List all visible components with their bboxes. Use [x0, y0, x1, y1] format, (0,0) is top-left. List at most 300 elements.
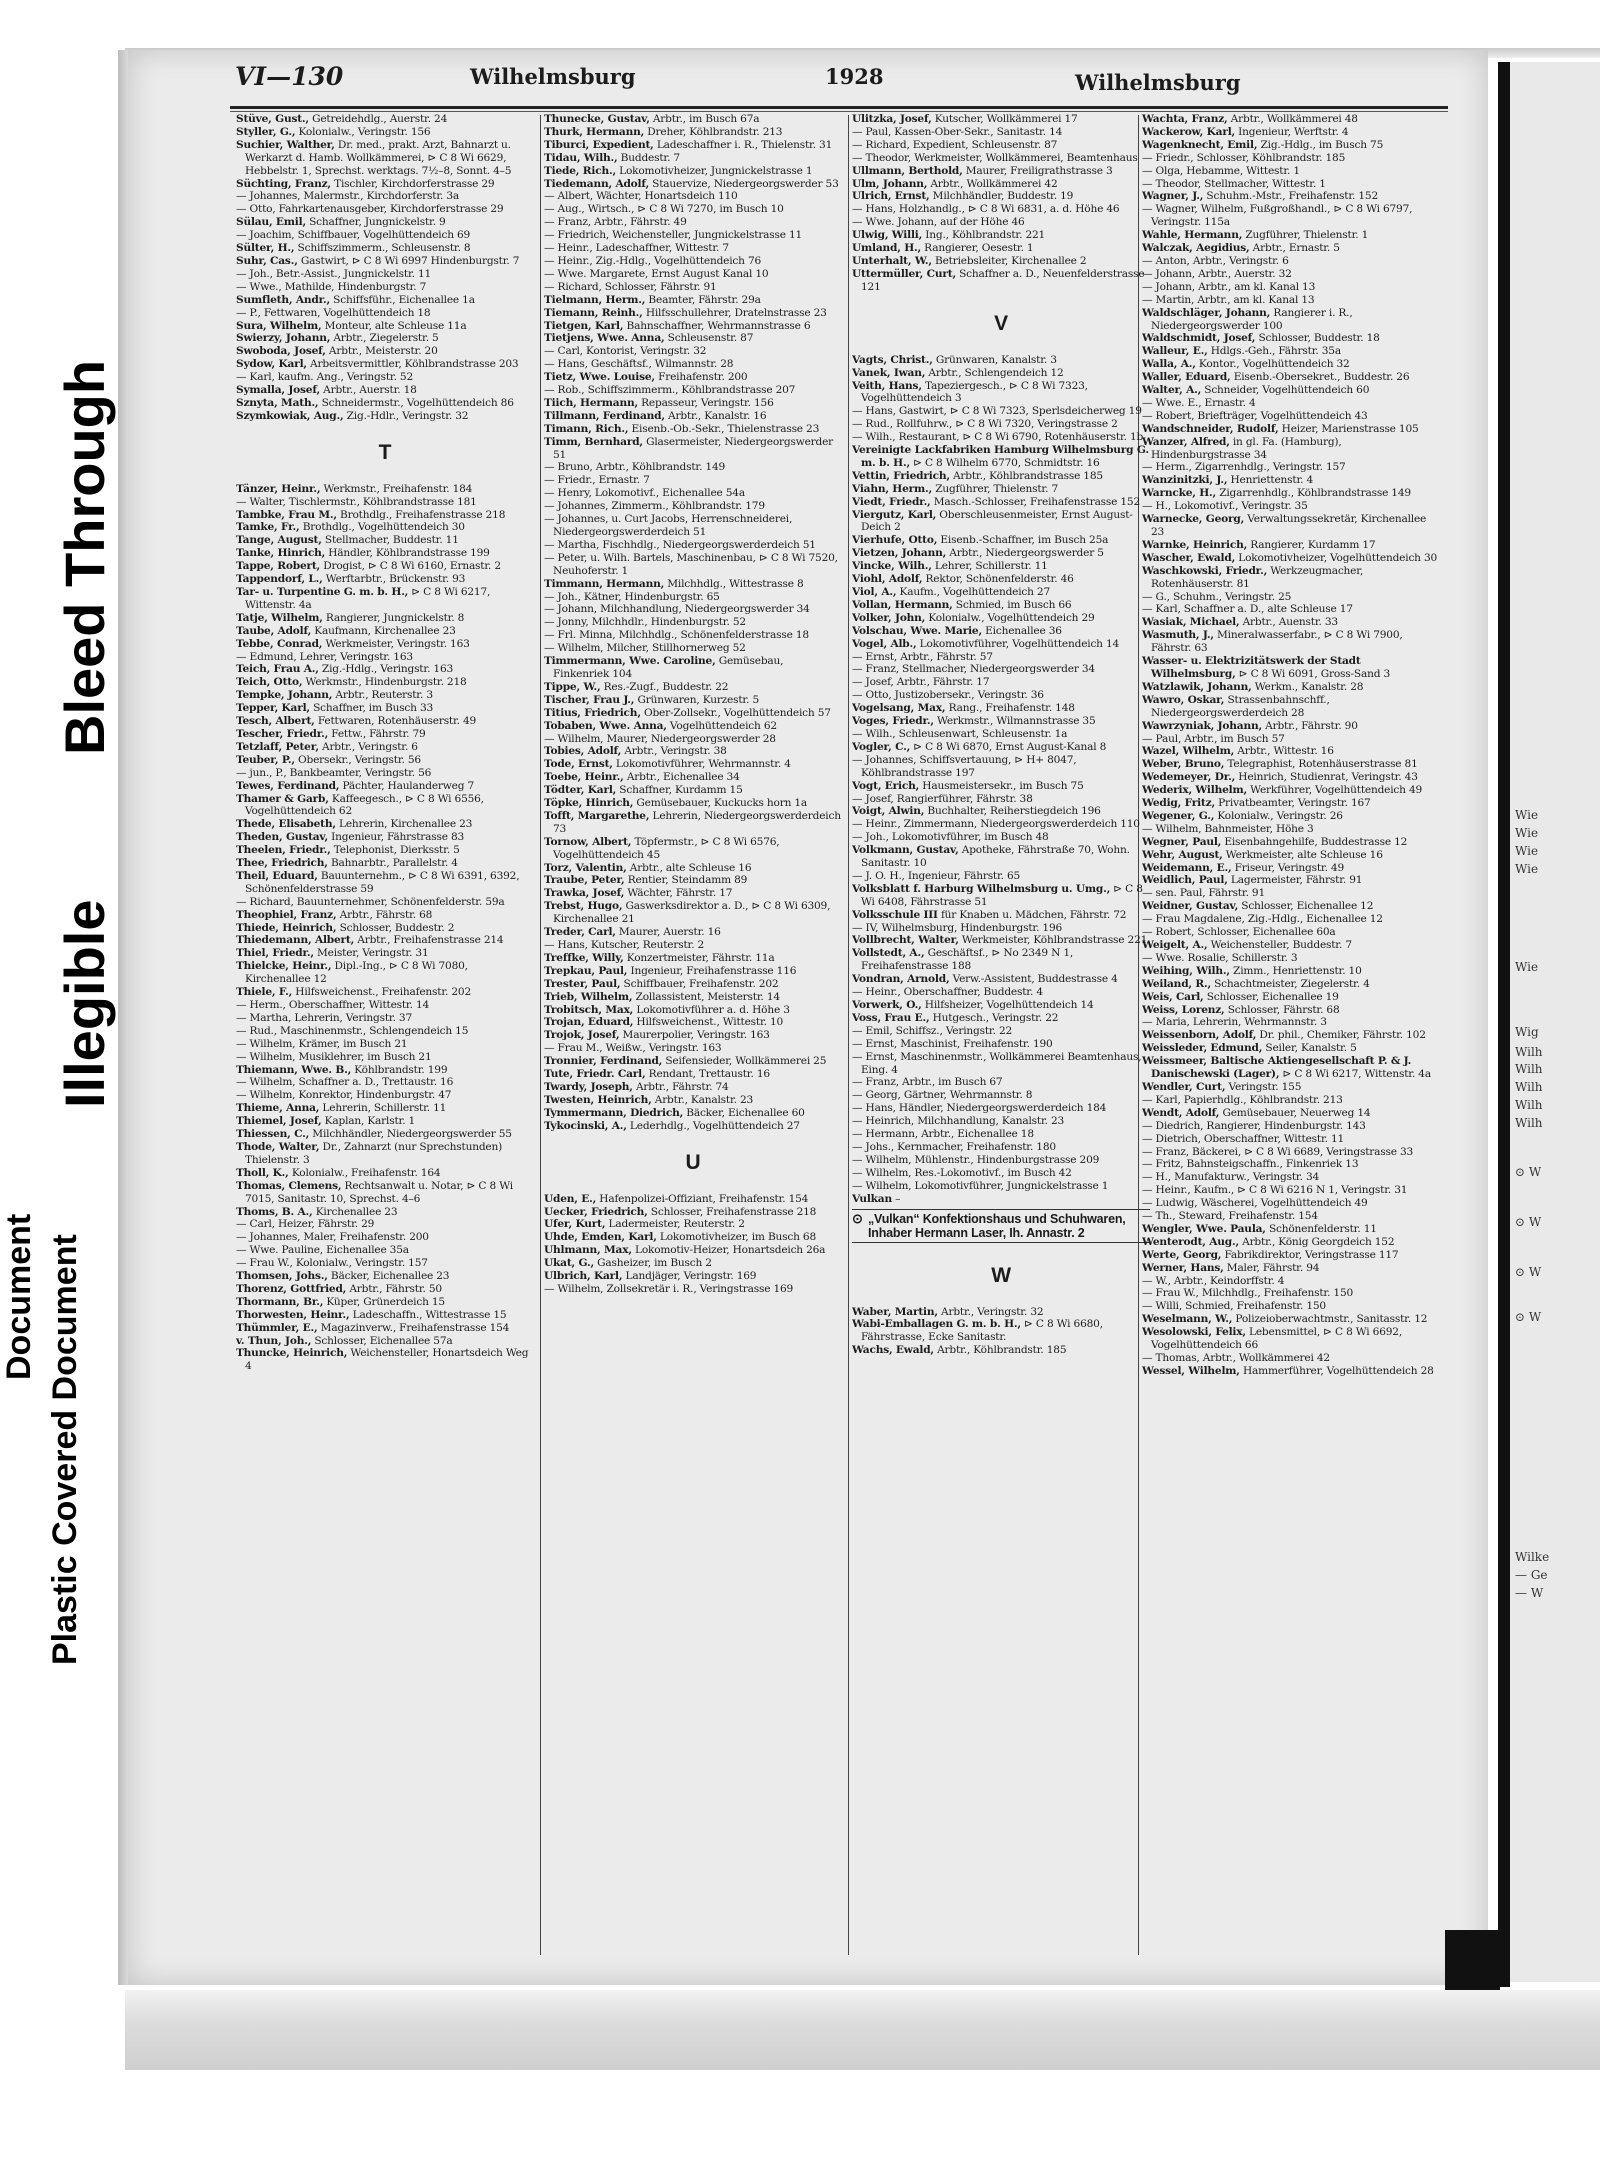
directory-entry: [236, 922, 534, 935]
entry-details: Rangierer, Jungnickelstr. 8: [322, 611, 465, 624]
entry-details: Ing., Köhlbrandstr. 221: [922, 229, 1046, 242]
directory-entry: [544, 952, 842, 965]
directory-entry: [236, 986, 534, 999]
directory-entry: [1142, 1004, 1440, 1017]
directory-entry: [1142, 1326, 1440, 1352]
entry-name: Volksblatt f. Harburg Wilhelmsburg u. Umg.,: [852, 882, 1111, 895]
entry-name: Toebe, Heinr.,: [544, 771, 624, 784]
directory-entry: [544, 1094, 842, 1107]
section-letter: T: [378, 440, 392, 464]
entry-name: Weissenborn, Adolf,: [1142, 1029, 1257, 1042]
entry-name: Vogel, Alb.,: [852, 637, 917, 650]
entry-details: Arbtr., Wollkämmerei 48: [1227, 113, 1358, 125]
entry-name: Vogt, Erich,: [852, 779, 920, 792]
directory-entry: [544, 487, 842, 500]
entry-details: — Hans, Holzhandlg., ⊳ C 8 Wi 6831, a. d. Höhe 46: [852, 203, 1120, 216]
directory-entry: [1142, 720, 1440, 733]
entry-details: Bahnarbtr., Parallelstr. 4: [327, 857, 458, 870]
entry-name: Suchier, Walther,: [236, 138, 335, 151]
entry-name: Tobies, Adolf,: [544, 745, 622, 758]
entry-details: — Franz, Stellmacher, Niedergeorgswerder 34: [852, 663, 1095, 676]
entry-details: — Frau M., Weißw., Veringstr. 163: [544, 1042, 722, 1055]
entry-name: Wasiak, Michael,: [1142, 616, 1240, 629]
directory-entry: [852, 715, 1150, 728]
entry-name: Thomsen, Johs.,: [236, 1270, 328, 1283]
entry-details: — Johann, Arbtr., Auerstr. 32: [1142, 267, 1292, 280]
directory-entry: [544, 887, 842, 900]
directory-entry: [544, 642, 842, 655]
directory-entry: [544, 1193, 842, 1206]
directory-entry: [852, 728, 1150, 741]
entry-details: — Joh., Lokomotivführer, im Busch 48: [852, 831, 1049, 844]
entry-details: Töpfermstr., ⊳ C 8 Wi 6576, Vogelhüttendeich 45: [553, 835, 780, 861]
entry-details: in gl. Fa. (Hamburg), Hindenburgstrasse 34: [1151, 435, 1342, 461]
entry-details: Maurer, Freiligrathstrasse 3: [962, 164, 1113, 177]
directory-entry: [236, 1296, 534, 1309]
entry-details: Eisenb.-Obersekret., Buddestr. 26: [1230, 371, 1410, 384]
directory-entry: [544, 1068, 842, 1081]
entry-name: Wachta, Franz,: [1142, 113, 1228, 125]
entry-details: Händler, Köhlbrandstrasse 199: [325, 547, 490, 560]
directory-entry: [236, 1180, 534, 1206]
directory-entry: [236, 113, 534, 126]
section-letter: W: [991, 1263, 1011, 1287]
entry-details: Milchhdlg., Wittestrasse 8: [664, 577, 804, 590]
directory-entry: [544, 113, 842, 126]
directory-entry: [544, 771, 842, 784]
directory-entry: [1142, 281, 1440, 294]
directory-entry: [544, 874, 842, 887]
entry-details: — H., Manufakturw., Veringstr. 34: [1142, 1171, 1320, 1184]
entry-details: Apotheke, Fährstraße 70, Wohn. Sanitastr. 10: [861, 844, 1130, 870]
entry-details: ⊳ C 8 Wi 6217, Wittenstr. 4a: [1279, 1068, 1431, 1081]
entry-details: — Wagner, Wilhelm, Fußgroßhandl., ⊳ C 8 Wi 6797, Veringstr. 115a: [1142, 203, 1413, 229]
entry-name: Thorwesten, Heinr.,: [236, 1308, 350, 1321]
entry-details: — Josef, Rangierführer, Fährstr. 38: [852, 792, 1033, 805]
entry-details: — Henry, Lokomotivf., Eichenallee 54a: [544, 487, 745, 500]
neighbor-fragment: Wilh: [1515, 1116, 1543, 1130]
directory-entry: [544, 1218, 842, 1231]
entry-details: — Johannes, Schiffsvertauung, ⊳ H+ 8047, Köhlbrandstrasse 197: [852, 753, 1077, 779]
entry-details: — Karl, kaufm. Ang., Veringstr. 52: [236, 371, 414, 384]
entry-name: Ulbrich, Karl,: [544, 1270, 623, 1283]
entry-details: Küper, Grünerdeich 15: [323, 1295, 445, 1308]
entry-name: Viohl, Adolf,: [852, 573, 923, 586]
neighbor-fragment: Wie: [1515, 960, 1539, 974]
directory-entry: [1142, 733, 1440, 746]
directory-entry: [236, 857, 534, 870]
directory-entry: [1142, 474, 1440, 487]
entry-details: — Theodor, Stellmacher, Wittestr. 1: [1142, 177, 1326, 190]
entry-details: — Ludwig, Wäscherei, Vogelhüttendeich 49: [1142, 1197, 1368, 1210]
entry-details: — Peter, u. Wilh. Bartels, Maschinenbau, ⊳ C 8 Wi 7520, Neuhoferstr. 1: [544, 551, 838, 577]
entry-name: Voss, Frau E.,: [852, 1011, 930, 1024]
entry-details: ⊳ C 8 Wi 6870, Ernst August-Kanal 8: [910, 740, 1107, 753]
directory-entry: [852, 702, 1150, 715]
directory-entry: [544, 152, 842, 165]
directory-entry: [852, 805, 1150, 818]
entry-name: Styller, G.,: [236, 125, 296, 138]
directory-entry: [544, 358, 842, 371]
entry-details: — Maria, Lehrerin, Wehrmannstr. 3: [1142, 1016, 1327, 1029]
entry-name: Weber, Bruno,: [1142, 758, 1225, 771]
entry-name: Vollbrecht, Walter,: [852, 934, 959, 947]
entry-name: Viol, A.,: [852, 586, 897, 598]
label-plastic-covered: Plastic Covered Document: [46, 1234, 84, 1665]
entry-name: Tidau, Wilh.,: [544, 151, 618, 164]
directory-entry: [1142, 1197, 1440, 1210]
entry-name: Teich, Otto,: [236, 676, 303, 689]
directory-column-2: [544, 113, 842, 1963]
directory-entry: [236, 1347, 534, 1373]
directory-entry: [852, 509, 1150, 535]
entry-name: Wackerow, Karl,: [1142, 125, 1236, 138]
entry-details: Schlosser, Buddestr. 2: [336, 921, 455, 934]
directory-entry: [544, 578, 842, 591]
directory-entry: [544, 500, 842, 513]
directory-entry: [236, 586, 534, 612]
directory-entry: [852, 139, 1150, 152]
directory-entry: [236, 139, 534, 178]
entry-name: Tronnier, Ferdinand,: [544, 1055, 663, 1068]
directory-entry: [544, 320, 842, 333]
directory-entry: [1142, 1146, 1440, 1159]
directory-entry: [1142, 565, 1440, 591]
neighbor-fragment: Wilh: [1515, 1045, 1543, 1059]
directory-entry: [236, 1309, 534, 1322]
directory-entry: [1142, 500, 1440, 513]
directory-entry: [236, 676, 534, 689]
entry-details: Arbtr., Köhlbrandstr. 185: [933, 1344, 1067, 1357]
entry-details: Brothdlg., Vogelhüttendeich 30: [299, 521, 465, 534]
entry-details: — Albert, Wächter, Honartsdeich 110: [544, 190, 738, 203]
entry-name: Tymmermann, Diedrich,: [544, 1106, 684, 1119]
directory-entry: [1142, 1300, 1440, 1313]
entry-name: Theophiel, Franz,: [236, 908, 337, 921]
entry-name: Teich, Frau A.,: [236, 663, 319, 676]
directory-entry: [1142, 681, 1440, 694]
entry-details: — Rud., Maschinenmstr., Schlengendeich 15: [236, 1024, 469, 1037]
directory-entry: [1142, 797, 1440, 810]
entry-name: Thomas, Clemens,: [236, 1179, 342, 1192]
directory-entry: [236, 496, 534, 509]
directory-entry: [1142, 900, 1440, 913]
entry-name: Wascher, Ewald,: [1142, 551, 1236, 564]
header-place-right: Wilhelmsburg: [1075, 70, 1241, 95]
entry-details: — Heinrich, Milchhandlung, Kanalstr. 23: [852, 1115, 1065, 1128]
page-number: VI—130: [235, 62, 344, 91]
entry-name: Thee, Friedrich,: [236, 857, 328, 870]
entry-name: Warnecke, Georg,: [1142, 513, 1245, 526]
directory-entry: [236, 126, 534, 139]
entry-name: Thormann, Br.,: [236, 1295, 324, 1308]
entry-name: Trojok, Josef,: [544, 1029, 620, 1042]
entry-details: Arbtr., Wittestr. 16: [1234, 745, 1334, 758]
entry-details: Werkmeister, Veringstr. 163: [322, 637, 470, 650]
entry-details: — Wilhelm, Konrektor, Hindenburgstr. 47: [236, 1089, 452, 1102]
entry-details: — Hans, Gastwirt, ⊳ C 8 Wi 7323, Sperlsdeicherweg 19: [852, 405, 1142, 418]
entry-name: Tar- u. Turpentine G. m. b. H.,: [236, 586, 409, 598]
directory-entry: [236, 1335, 534, 1348]
directory-entry: [544, 539, 842, 552]
entry-name: Ufer, Kurt,: [544, 1218, 606, 1231]
directory-entry: [544, 1231, 842, 1244]
entry-name: Vogler, C.,: [852, 740, 911, 753]
entry-name: Weidner, Gustav,: [1142, 900, 1239, 913]
directory-entry: [1142, 836, 1440, 849]
entry-details: — Wilhelm, Res.-Lokomotivf., im Busch 42: [852, 1166, 1072, 1179]
entry-details: — Joachim, Schiffbauer, Vogelhüttendeich 69: [236, 229, 471, 242]
entry-name: Tamke, Fr.,: [236, 521, 300, 534]
entry-details: — H., Lokomotivf., Veringstr. 35: [1142, 500, 1308, 513]
entry-details: Lehrer, Schillerstr. 11: [931, 560, 1048, 573]
entry-details: Zugführer, Thielenstr. 7: [932, 482, 1058, 495]
entry-name: Thoms, B. A.,: [236, 1205, 313, 1218]
entry-name: Vagts, Christ.,: [852, 353, 933, 366]
entry-name: Thiedemann, Albert,: [236, 934, 355, 947]
directory-entry: [1142, 862, 1440, 875]
entry-details: Zig.-Hdlg., Veringstr. 163: [318, 663, 454, 676]
entry-details: ⊳ C 8 Wi 6408, Fährstrasse 51: [861, 882, 1143, 908]
entry-details: — Hans, Geschäftsf., Wilmannstr. 28: [544, 358, 734, 371]
entry-details: ⊳ C 8 Wi 6680, Fährstrasse, Ecke Sanitastr.: [861, 1318, 1103, 1344]
entry-details: Gemüsebauer, Neuerweg 14: [1219, 1106, 1371, 1119]
entry-name: Thieme, Anna,: [236, 1102, 320, 1115]
entry-details: — Carl, Kontorist, Veringstr. 32: [544, 345, 707, 358]
directory-entry: [544, 810, 842, 836]
neighbor-fragment: — W: [1515, 1586, 1544, 1600]
entry-details: — G., Schuhm., Veringstr. 25: [1142, 590, 1292, 603]
entry-details: Zigarrenhdlg., Köhlbrandstrasse 149: [1216, 487, 1411, 500]
entry-details: Milchhändler, Niedergeorgswerder 55: [309, 1128, 512, 1141]
entry-name: Walla, A.,: [1142, 358, 1196, 371]
entry-details: — Franz, Bäckerei, ⊳ C 8 Wi 6689, Veringstrasse 33: [1142, 1145, 1414, 1158]
entry-details: — Heinr., Kaufm., ⊳ C 8 Wi 6216 N 1, Veringstr. 31: [1142, 1184, 1408, 1197]
entry-details: Schlosser, Eichenallee 19: [1203, 990, 1339, 1003]
quality-label-strip: [0, 0, 125, 2177]
column-divider: [540, 115, 541, 1955]
entry-name: Tholl, K.,: [236, 1166, 289, 1179]
entry-name: Weis, Carl,: [1142, 990, 1204, 1003]
entry-details: Eisenbahngehilfe, Buddestrasse 12: [1221, 835, 1408, 848]
directory-entry: [544, 745, 842, 758]
directory-entry: [852, 1076, 1150, 1089]
entry-details: — P., Fettwaren, Vogelhüttendeich 18: [236, 306, 431, 319]
entry-details: Pächter, Haulanderweg 7: [339, 779, 474, 792]
neighbor-fragment: Wie: [1515, 862, 1539, 876]
directory-entry: [544, 965, 842, 978]
header-year: 1928: [825, 64, 884, 89]
directory-entry: [236, 663, 534, 676]
directory-entry: [1142, 965, 1440, 978]
directory-entry: [544, 733, 842, 746]
entry-details: Meister, Veringstr. 31: [313, 947, 429, 960]
entry-details: Eisenb.-Schaffner, im Busch 25a: [937, 534, 1109, 547]
entry-details: Schlosser, Fährstr. 68: [1224, 1003, 1340, 1016]
entry-details: Schiffsführ., Eichenallee 1a: [329, 293, 475, 306]
entry-details: Bäcker, Eichenallee 60: [683, 1106, 805, 1119]
entry-details: Werkm., Kanalstr. 28: [1251, 680, 1364, 693]
entry-details: — Wwe. E., Ernastr. 4: [1142, 396, 1256, 409]
entry-details: Lagermeister, Fährstr. 91: [1227, 874, 1363, 887]
entry-name: Thunecke, Gustav,: [544, 113, 650, 125]
entry-details: –: [891, 1192, 901, 1205]
entry-details: — Wilh., Restaurant, ⊳ C 8 Wi 6790, Rotenhäuserstr. 1b: [852, 431, 1144, 444]
entry-name: Warnke, Heinrich,: [1142, 538, 1248, 551]
directory-entry: [1142, 745, 1440, 758]
entry-name: Tebbe, Conrad,: [236, 637, 323, 650]
entry-name: Traube, Peter,: [544, 874, 625, 887]
entry-name: Tanke, Hinrich,: [236, 547, 326, 560]
entry-details: Beamter, Fährstr. 29a: [645, 293, 761, 306]
entry-details: — Franz, Arbtr., Fährstr. 49: [544, 216, 687, 229]
entry-details: Lederhdlg., Vogelhüttendeich 27: [626, 1119, 800, 1132]
directory-entry: [1142, 823, 1440, 836]
entry-details: Arbtr., Ernastr. 5: [1249, 242, 1340, 255]
directory-entry: [852, 190, 1150, 203]
directory-entry: [544, 1270, 842, 1283]
entry-name: Vanek, Iwan,: [852, 366, 926, 379]
entry-name: Thiele, F.,: [236, 986, 293, 999]
entry-details: — Heinr., Zimmermann, Niedergeorgswerderdeich 110: [852, 818, 1140, 831]
directory-entry: [1142, 1081, 1440, 1094]
entry-details: Monteur, alte Schleuse 11a: [321, 319, 467, 332]
directory-entry: [544, 784, 842, 797]
entry-details: Strassenbahnschff., Niedergeorgswerderdeich 28: [1151, 693, 1330, 719]
entry-details: Gemüsebau, Finkenriek 104: [553, 655, 784, 680]
entry-details: Vogelhüttendeich 62: [666, 719, 777, 732]
entry-name: Uden, E.,: [544, 1192, 597, 1205]
directory-entry: [544, 758, 842, 771]
entry-details: Repasseur, Veringstr. 156: [637, 396, 774, 409]
directory-entry: [1142, 952, 1440, 965]
entry-details: — Martha, Lehrerin, Veringstr. 37: [236, 1011, 413, 1024]
directory-entry: [852, 638, 1150, 651]
entry-name: Trebst, Hugo,: [544, 900, 623, 913]
entry-details: Schuhm.-Mstr., Freihafenstr. 152: [1203, 190, 1378, 203]
entry-details: — Martin, Arbtr., am kl. Kanal 13: [1142, 293, 1315, 306]
entry-details: Konzertmeister, Fährstr. 11a: [623, 951, 775, 964]
entry-name: Weselmann, W.,: [1142, 1313, 1233, 1326]
directory-entry: [852, 1025, 1150, 1038]
entry-details: Rang., Freihafenstr. 148: [945, 702, 1075, 715]
directory-entry: [544, 681, 842, 694]
entry-name: Veith, Hans,: [852, 379, 922, 392]
entry-details: Ladeschaffn., Wittestrasse 15: [349, 1308, 507, 1321]
entry-name: Waller, Eduard,: [1142, 371, 1231, 384]
directory-entry: [1142, 332, 1440, 345]
entry-details: — Johannes, Malermstr., Kirchdorferstr. 3a: [236, 190, 460, 203]
entry-name: Swoboda, Josef,: [236, 345, 326, 358]
entry-name: Unterhalt, W.,: [852, 254, 932, 267]
entry-details: — Wwe. Johann, auf der Höhe 46: [852, 216, 1025, 229]
entry-name: Wendt, Adolf,: [1142, 1106, 1220, 1119]
directory-entry: [1142, 1210, 1440, 1223]
entry-details: — Heinr., Zig.-Hdlg., Vogelhüttendeich 76: [544, 254, 762, 267]
neighbor-fragment: Wie: [1515, 844, 1539, 858]
neighbor-fragment: — Ge: [1515, 1568, 1548, 1582]
directory-entry: [544, 268, 842, 281]
entry-details: — Heinr., Ladeschaffner, Wittestr. 7: [544, 242, 729, 255]
entry-details: Telephonist, Dierksstr. 5: [330, 844, 460, 857]
directory-entry: [1142, 410, 1440, 423]
entry-details: — Wilhelm, Krämer, im Busch 21: [236, 1037, 408, 1050]
directory-entry: [544, 1042, 842, 1055]
entry-name: Thede, Elisabeth,: [236, 818, 336, 831]
entry-details: — Paul, Arbtr., im Busch 57: [1142, 732, 1285, 745]
directory-entry: [236, 521, 534, 534]
entry-details: Hausmeistersekr., im Busch 75: [919, 779, 1084, 792]
entry-details: Lehrerin, Kirchenallee 23: [335, 818, 473, 831]
directory-column-3: [852, 113, 1150, 1963]
directory-entry: [852, 1051, 1150, 1077]
entry-details: Lokomotivführer, Vogelhüttendeich 14: [916, 637, 1120, 650]
entry-name: Trieb, Wilhelm,: [544, 990, 633, 1003]
directory-entry: [544, 216, 842, 229]
directory-entry: [1142, 139, 1440, 152]
entry-details: Schiffbauer, Freihafenstr. 202: [620, 977, 779, 990]
entry-details: Hafenpolizei-Offiziant, Freihafenstr. 154: [596, 1192, 809, 1205]
directory-entry: [544, 294, 842, 307]
entry-details: — Richard, Bauunternehmer, Schönenfelderstr. 59a: [236, 895, 505, 908]
directory-entry: [544, 461, 842, 474]
directory-entry: [236, 896, 534, 909]
entry-details: Werkmstr., Wilmannstrasse 35: [933, 715, 1096, 728]
directory-entry: [236, 1128, 534, 1141]
entry-details: Kontor., Vogelhüttendeich 32: [1195, 358, 1350, 371]
neighbor-fragment: Wie: [1515, 826, 1539, 840]
entry-name: Sülau, Emil,: [236, 216, 306, 229]
entry-name: Tillmann, Ferdinand,: [544, 409, 665, 422]
entry-details: — Wilhelm, Musiklehrer, im Busch 21: [236, 1050, 432, 1063]
entry-details: Arbtr., Wollkämmerei 42: [927, 177, 1058, 190]
directory-entry: [852, 547, 1150, 560]
entry-name: Ukat, G.,: [544, 1257, 594, 1270]
entry-details: Arbtr., Eichenallee 34: [623, 771, 740, 784]
entry-details: Arbtr., Fährstr. 90: [1261, 719, 1358, 732]
directory-entry: [544, 707, 842, 720]
directory-entry: [852, 612, 1150, 625]
directory-entry: [1142, 461, 1440, 474]
entry-details: — Aug., Wirtsch., ⊳ C 8 Wi 7270, im Busch 10: [544, 203, 784, 216]
directory-entry: [852, 947, 1150, 973]
directory-entry: [852, 1167, 1150, 1180]
directory-entry: [236, 1012, 534, 1025]
neighbor-fragment: Wig: [1515, 1025, 1539, 1039]
directory-entry: [236, 216, 534, 229]
entry-name: Wanzer, Alfred,: [1142, 435, 1230, 448]
entry-details: — Joh., Betr.-Assist., Jungnickelstr. 11: [236, 267, 432, 280]
entry-details: Stellmacher, Buddestr. 11: [321, 534, 459, 547]
entry-details: Weichensteller, Honartsdeich Weg 4: [245, 1347, 529, 1373]
entry-details: — Karl, Schaffner a. D., alte Schleuse 17: [1142, 603, 1353, 616]
scanner-bottom-band: [0, 1990, 1600, 2070]
entry-details: Werkzeugmacher, Rotenhäuserstr. 81: [1151, 564, 1364, 590]
directory-entry: [544, 242, 842, 255]
entry-name: Tappe, Robert,: [236, 560, 321, 573]
directory-entry: [1142, 1287, 1440, 1300]
entry-details: Schleusenstr. 87: [664, 332, 754, 345]
entry-name: Suhr, Cas.,: [236, 254, 298, 267]
directory-entry: [1142, 178, 1440, 191]
entry-name: Vogelsang, Max,: [852, 702, 946, 715]
entry-name: Werner, Hans,: [1142, 1261, 1224, 1274]
entry-details: Freihafenstr. 200: [654, 371, 748, 384]
entry-details: — Johannes, Maler, Freihafenstr. 200: [236, 1231, 429, 1244]
entry-name: Tiburci, Expedient,: [544, 138, 654, 151]
directory-entry: [544, 629, 842, 642]
directory-entry: [236, 1322, 534, 1335]
